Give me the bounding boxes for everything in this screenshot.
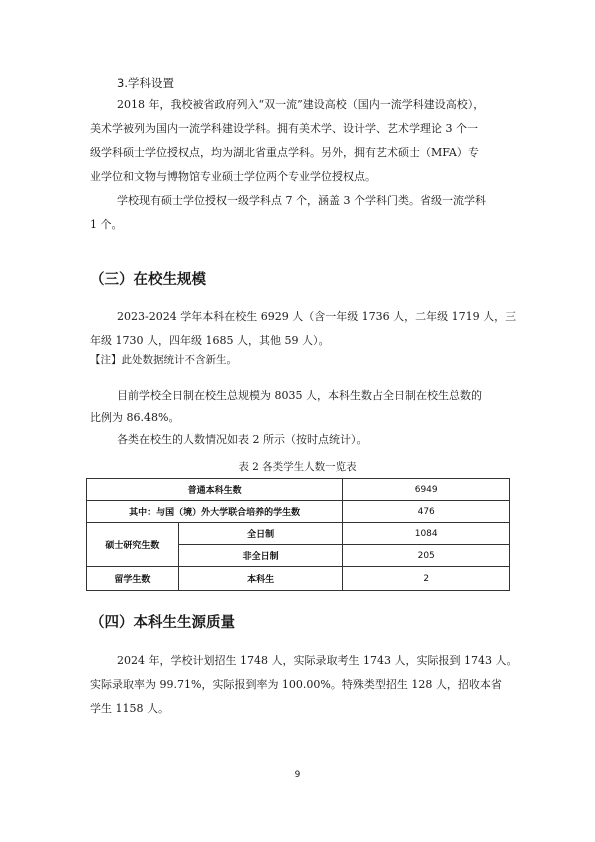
table-cell-sublabel: 非全日制 bbox=[178, 545, 343, 567]
paragraph-line: 目前学校全日制在校生总规模为 8035 人，本科生数占全日制在校生总数的 bbox=[117, 389, 482, 402]
paragraph-line: 比例为 86.48%。 bbox=[90, 411, 180, 424]
table-cell-label: 普通本科生数 bbox=[87, 479, 343, 501]
paragraph-line: 美术学被列为国内一流学科建设学科。拥有美术学、设计学、艺术学理论 3 个一 bbox=[90, 122, 478, 135]
section-heading: （四）本科生生源质量 bbox=[90, 615, 235, 631]
table-cell-label: 留学生数 bbox=[87, 567, 179, 591]
table-row bbox=[87, 501, 510, 523]
table-row bbox=[87, 479, 510, 501]
paragraph-line: 2024 年，学校计划招生 1748 人，实际录取考生 1743 人，实际报到 1743 人。 bbox=[117, 654, 518, 667]
paragraph-line: 学生 1158 人。 bbox=[90, 702, 169, 715]
paragraph-line: 2018 年，我校被省政府列入“双一流”建设高校（国内一流学科建设高校）， bbox=[117, 98, 485, 111]
paragraph-line: 年级 1730 人，四年级 1685 人，其他 59 人）。 bbox=[90, 334, 330, 347]
student-count-table bbox=[86, 478, 510, 591]
paragraph-line: 级学科硕士学位授权点，均为湖北省重点学科。另外，拥有艺术硕士（MFA）专 bbox=[90, 146, 479, 159]
note-text: 【注】此处数据统计不含新生。 bbox=[90, 354, 237, 366]
page-number: 9 bbox=[294, 770, 301, 780]
table-cell-value: 6949 bbox=[343, 479, 510, 501]
table-cell-value: 1084 bbox=[343, 523, 510, 545]
table-cell-label: 硕士研究生数 bbox=[87, 523, 179, 567]
paragraph-line: 学校现有硕士学位授权一级学科点 7 个，涵盖 3 个学科门类。省级一流学科 bbox=[117, 194, 486, 207]
paragraph-line: 实际录取率为 99.71%，实际报到率为 100.00%。特殊类型招生 128 人，招收本省 bbox=[90, 678, 502, 691]
section-heading: （三）在校生规模 bbox=[90, 272, 206, 288]
table-cell-label: 其中：与国（境）外大学联合培养的学生数 bbox=[87, 501, 343, 523]
table-caption: 表 2 各类学生人数一览表 bbox=[238, 461, 357, 473]
subsection-heading: 3.学科设置 bbox=[117, 76, 174, 90]
table-cell-value: 476 bbox=[343, 501, 510, 523]
table-cell-sublabel: 全日制 bbox=[178, 523, 343, 545]
paragraph-line: 各类在校生的人数情况如表 2 所示（按时点统计）。 bbox=[117, 433, 368, 446]
table-cell-value: 205 bbox=[343, 545, 510, 567]
table-cell-value: 2 bbox=[343, 567, 510, 591]
paragraph-line: 1 个。 bbox=[90, 218, 123, 231]
paragraph-line: 业学位和文物与博物馆专业硕士学位两个专业学位授权点。 bbox=[90, 170, 376, 183]
table-cell-sublabel: 本科生 bbox=[178, 567, 343, 591]
table-row bbox=[87, 523, 510, 545]
table-row bbox=[87, 567, 510, 591]
paragraph-line: 2023-2024 学年本科在校生 6929 人（含一年级 1736 人，二年级 1719 人，三 bbox=[117, 310, 517, 323]
